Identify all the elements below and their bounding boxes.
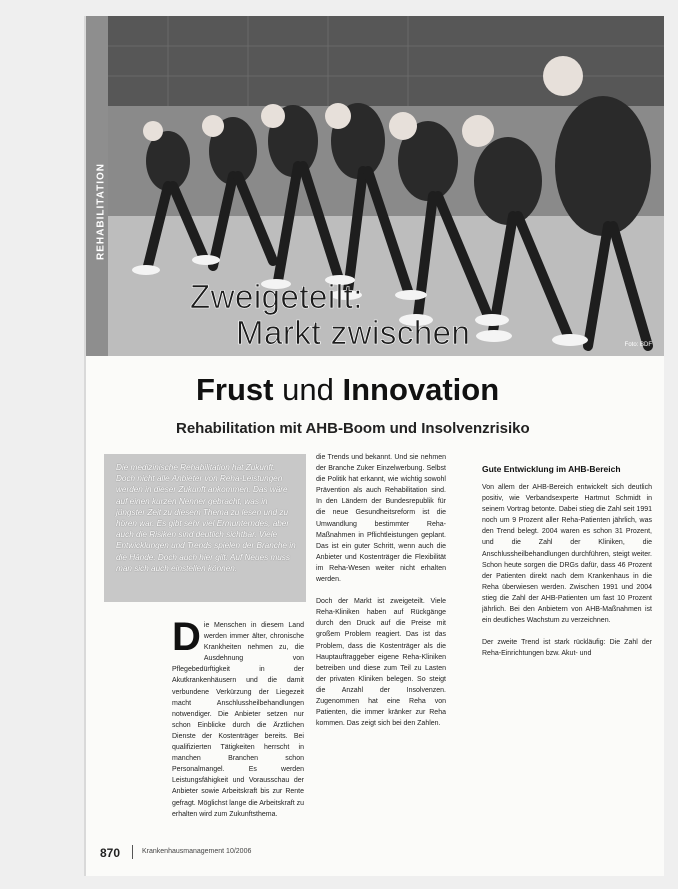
- footer-divider: [132, 845, 133, 859]
- headline: [196, 372, 499, 408]
- column3-heading: Gute Entwicklung im AHB-Bereich: [482, 464, 621, 474]
- subtitle: Rehabilitation mit AHB-Boom und Insolvenzrisiko: [176, 420, 530, 437]
- column3-paragraph-1: Von allem der AHB-Bereich entwickelt sich deutlich positiv, wie Verbandsexperte Hartmut Schmidt in seinem Vortrag betonte. Dabei stieg die Zahl seit 1991 noch um 9 Prozent aller Reha-Patienten jährlich, was den Trend belegt. 2004 waren es schon 31 Prozent, und die Zahl der Kliniken, die Anschlussheilbehandlungen durchführen, steigt weiter. Schon heute sorgen die DRGs dafür, dass 46 Prozent der Patienten direkt nach dem Krankenhaus in die Reha überwiesen werden. Zwischen 1991 und 2004 stieg die Zahl der AHB-Patienten um fast 10 Prozent jährlich. Bei den Anbietern von AHB-Maßnahmen ist ein deutliches Wachstum zu verzeichnen.: [482, 484, 652, 625]
- column1-text: ie Menschen in diesem Land werden immer älter, chronische Krankheiten nehmen zu, die Ausdehnung von Pflegebedürftigkeit in der Akutkrankenhäusern und die damit verbundene Verkürzung der Liegezeit macht Anschlussheilbehandlungen notwendiger. Die Anbieter setzen nur schon Einblicke durch die Ärztlichen Dienste der Kostenträger bereits. Bei qualifizierten Tätigkeiten herrscht in manchen Branchen schon Personalmangel. Es werden Leistungsfähigkeit und Vorausschau der Anbieter sowie Arbeitskraft bis zur Rente gefragt. Möglichst lange die Arbeitskraft zu erhalten wird zum Zukunftsthema.: [172, 622, 304, 818]
- article-column-3: [482, 464, 652, 862]
- photo-credit: Foto: BDF: [624, 342, 652, 348]
- drop-cap: D: [172, 620, 201, 659]
- headline-part1: Frust: [196, 372, 274, 407]
- section-label: REHABILITATION: [95, 163, 107, 260]
- headline-part3: Innovation: [342, 372, 500, 407]
- column2-paragraph-2: Doch der Markt ist zweigeteilt. Viele Reha-Kliniken haben auf Rückgänge durch den Druck auf die Preise mit großem Problem reagiert. Das ist das Problem, dass die Kostenträger als die Hauptauftraggeber eigene Reha-Kliniken betreiben und diese zum Teil zu Lasten der privaten Kliniken belegen. So steigt die Anzahl der Insolvenzen. Zugenommen hat eine Reha von Patienten, die immer kränker zur Reha kommen. Das zeigt sich bei den Zahlen.: [316, 598, 446, 728]
- journal-name: Krankenhausmanagement 10/2006: [142, 848, 252, 855]
- headline-part2: und: [273, 372, 343, 407]
- page-number: 870: [100, 846, 121, 860]
- photo-title-line1: Zweigeteilt:: [190, 278, 363, 315]
- photo-title-line2: Markt zwischen: [236, 314, 471, 351]
- intro-text: Die medizinische Rehabilitation hat Zukunft. Doch nicht alle Anbieter von Reha-Leistungen werden in dieser Zukunft ankommen. Das wäre auf einen kurzen Nenner gebracht, was in jüngster Zeit zu diesem Thema zu lesen und zu hören war. Es gibt sehr viel Ermunterndes, aber auch die Risiken sind deutlich sichtbar. Viele Entwicklungen und Trends spielen der Branche in die Hände. Doch auch hier gilt: Auf Neues muss man sich auch einstellen können.: [116, 463, 296, 573]
- column2-paragraph-1: die Trends und bekannt. Und sie nehmen der Branche Zuker Einzelwerbung. Selbst die Politik hat erkannt, wie wichtig sowohl Prävention als auch Rehabilitation sind. In den Ländern der Bundesrepublik für die neue Gesundheitsreform ist die Umwandlung bestimmter Reha-Maßnahmen in Pflichtleistungen geplant. Das ist ein guter Schritt, wenn auch die Anbieter und Kostenträger die Flexibilität im Reha-Wesen weiter nicht erhalten werden.: [316, 454, 446, 584]
- header-photo: [108, 16, 664, 356]
- article-column-1: [172, 620, 304, 856]
- column3-paragraph-2: Der zweite Trend ist stark rückläufig: Die Zahl der Reha-Einrichtungen bzw. Akut- und: [482, 639, 652, 658]
- magazine-page: [86, 16, 664, 876]
- intro-box: [104, 454, 306, 602]
- section-strip: [86, 16, 108, 356]
- article-column-2: [316, 452, 446, 858]
